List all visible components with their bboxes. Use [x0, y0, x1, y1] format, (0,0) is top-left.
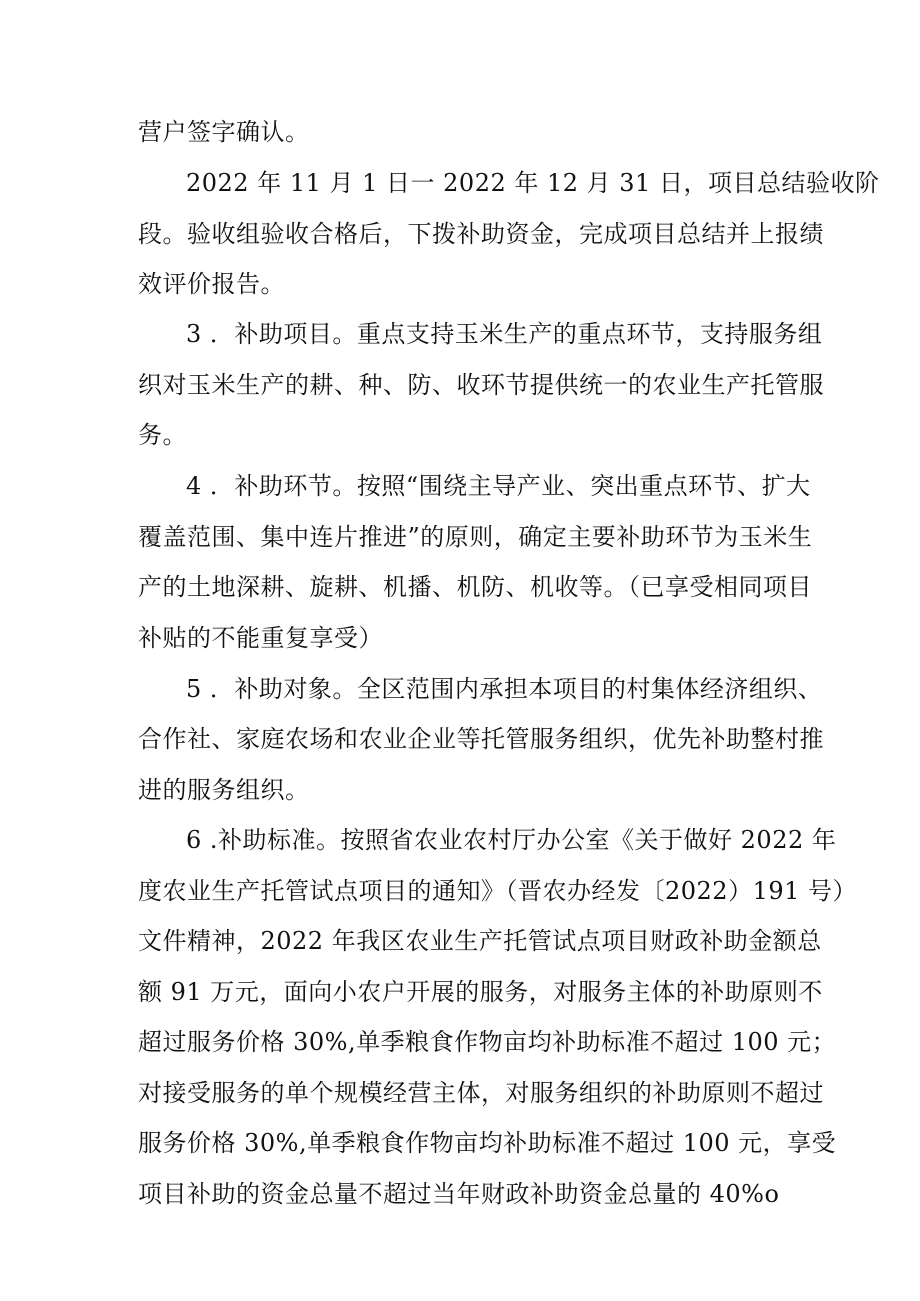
text-line: 4 ．补助环节。按照“围绕主导产业、突出重点环节、扩大: [186, 472, 811, 500]
text-line: 额 91 万元，面向小农户开展的服务，对服务主体的补助原则不: [138, 978, 823, 1006]
text-line: 项目补助的资金总量不超过当年财政补助资金总量的 40%o: [138, 1180, 780, 1208]
text-line: 营户签字确认。: [138, 118, 310, 146]
text-line: 织对玉米生产的耕、种、防、收环节提供统一的农业生产托管服: [138, 371, 824, 399]
text-line: 效评价报告。: [138, 270, 285, 298]
text-line: 进的服务组织。: [138, 776, 310, 804]
text-line: 文件精神，2022 年我区农业生产托管试点项目财政补助金额总: [138, 927, 822, 955]
text-line: 产的土地深耕、旋耕、机播、机防、机收等。（已享受相同项目: [138, 573, 812, 601]
text-line: 段。验收组验收合格后，下拨补助资金，完成项目总结并上报绩: [138, 220, 824, 248]
text-line: 超过服务价格 30%,单季粮食作物亩均补助标准不超过 100 元；: [138, 1028, 837, 1056]
text-line: 合作社、家庭农场和农业企业等托管服务组织，优先补助整村推: [138, 725, 824, 753]
text-line: 3 ．补助项目。重点支持玉米生产的重点环节，支持服务组: [186, 320, 823, 348]
text-line: 对接受服务的单个规模经营主体，对服务组织的补助原则不超过: [138, 1079, 824, 1107]
text-line: 2022 年 11 月 1 日一 2022 年 12 月 31 日，项目总结验收阶: [186, 169, 880, 197]
text-line: 度农业生产托管试点项目的通知》（晋农办经发〔2022）191 号）: [138, 877, 858, 905]
text-line: 6 .补助标准。按照省农业农村厅办公室《关于做好 2022 年: [186, 826, 837, 854]
text-line: 补贴的不能重复享受）: [138, 624, 383, 652]
text-line: 服务价格 30%,单季粮食作物亩均补助标准不超过 100 元，享受: [138, 1129, 837, 1157]
text-line: 务。: [138, 421, 187, 449]
text-line: 覆盖范围、集中连片推进”的原则，确定主要补助环节为玉米生: [138, 523, 813, 551]
text-line: 5 ．补助对象。全区范围内承担本项目的村集体经济组织、: [186, 675, 823, 703]
